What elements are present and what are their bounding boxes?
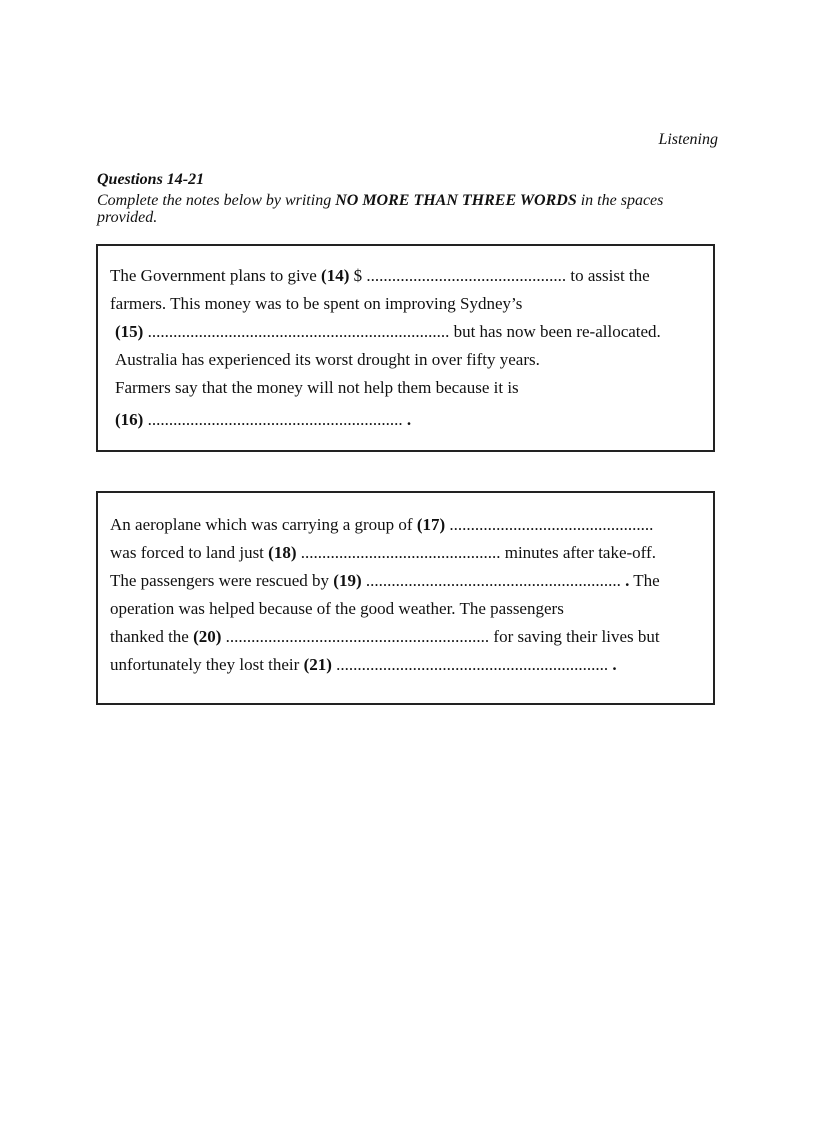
box1-line-2: farmers. This money was to be spent on improving Sydney’s [110,294,523,313]
box1-line-4: Australia has experienced its worst drought in over fifty years. [115,350,540,369]
box2-l5-text: thanked the [110,627,194,646]
box2-line-5 [110,627,660,647]
box2-l2-text: was forced to land just [110,543,269,562]
section-label: Listening [658,131,718,148]
answer-blank-20[interactable]: .............................................................. [221,627,490,646]
box1-l1-dollar: $ [349,266,367,285]
answer-blank-19[interactable]: ............................................................ [361,571,621,590]
box1-l1-text: The Government plans to give [110,266,322,285]
question-14-number: (14) [321,266,350,285]
answer-blank-21[interactable]: ................................................................ [331,655,609,674]
box1-line-3 [115,322,661,342]
answer-blank-15[interactable]: ....................................................................... [143,322,450,341]
question-18-number: (18) [268,543,297,562]
question-21-number: (21) [303,655,332,674]
box2-l3-post: The [629,571,660,590]
box2-l3-text: The passengers were rescued by [110,571,334,590]
question-19-number: (19) [333,571,362,590]
instructions-bold: NO MORE THAN THREE WORDS [335,192,577,209]
answer-blank-18[interactable]: ............................................... [296,543,501,562]
box2-l3-period: . [620,571,630,590]
box1-line-6 [115,410,411,430]
question-20-number: (20) [193,627,222,646]
instructions-post: in the spaces provided. [97,192,664,226]
box1-line-5: Farmers say that the money will not help them because it is [115,378,519,397]
instructions [97,192,717,226]
instructions-pre: Complete the notes below by writing [97,192,336,209]
box2-line-2 [110,543,656,563]
box2-line-1 [110,515,653,535]
notes-box-1 [96,244,715,452]
box2-l1-text: An aeroplane which was carrying a group of [110,515,417,534]
answer-blank-14[interactable]: ............................................... [366,266,567,285]
box1-l6-period: . [402,410,412,429]
box2-line-3 [110,571,660,591]
box2-l6-period: . [608,655,617,674]
answer-blank-16[interactable]: ............................................................ [143,410,403,429]
question-17-number: (17) [416,515,446,534]
questions-title: Questions 14-21 [97,171,205,188]
notes-box-2 [96,491,715,705]
box2-line-6 [110,655,617,675]
question-16-number: (16) [115,410,144,429]
answer-blank-17[interactable]: ................................................ [445,515,654,534]
box1-line-1 [110,266,650,286]
box2-l2-post: minutes after take-off. [500,543,656,562]
box2-l5-post: for saving their lives but [489,627,660,646]
box2-l6-text: unfortunately they lost their [110,655,304,674]
box1-l1-post: to assist the [566,266,650,285]
box2-line-4: operation was helped because of the good weather. The passengers [110,599,564,618]
box1-l3-post: but has now been re-allocated. [449,322,661,341]
question-15-number: (15) [115,322,144,341]
